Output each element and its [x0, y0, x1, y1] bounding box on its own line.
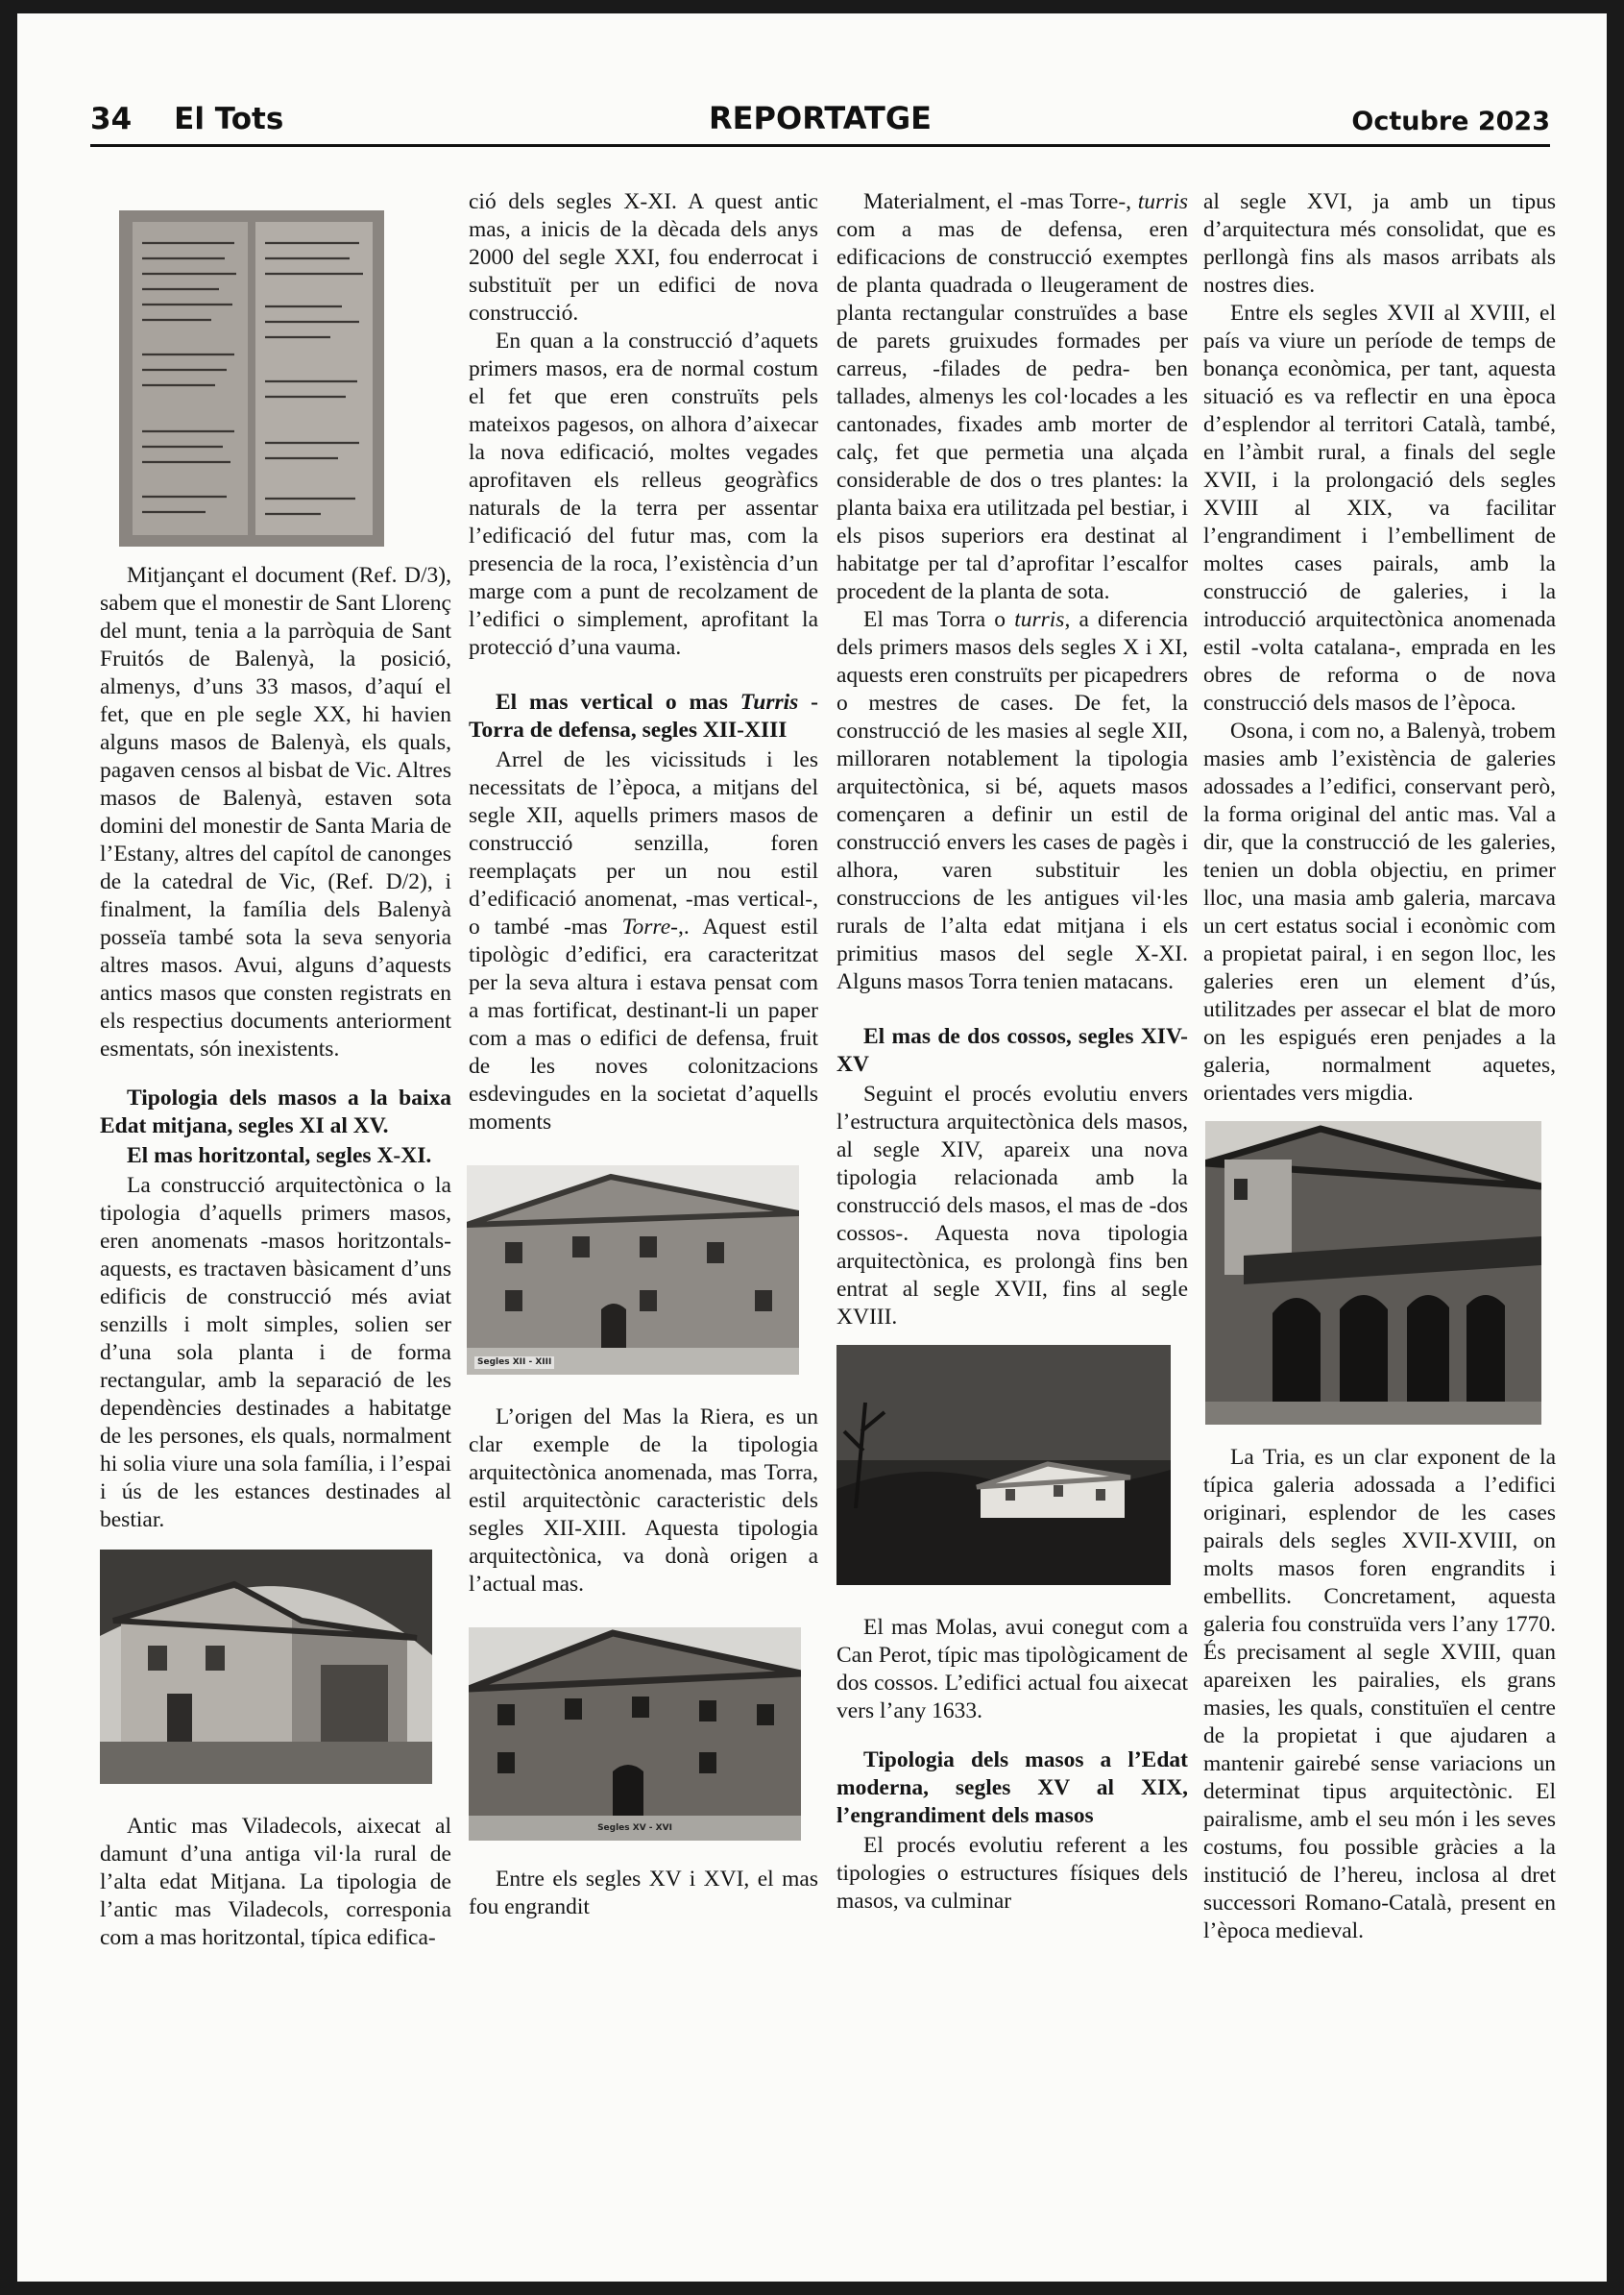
col3-paragraph-1	[836, 188, 1188, 606]
col1-paragraph-3: Antic mas Viladecols, aixecat al damunt d’una antiga vil·la rural de l’alta edat Mitjana. La tipologia de l’antic mas Viladecols, corresponia com a mas horitzontal, típica edifica-	[100, 1814, 451, 1950]
col4-paragraph-3: Osona, i com no, a Balenyà, trobem masies amb l’existència de galeries adossades a l’edifici, conservant però, la forma original del antic mas. Val a dir, que la construcció de les galeries, tenien un dobla objectiu, en primer lloc, una masia amb galeria, marcava un cert estatus social i econòmic com a propietat pairal, i en segon lloc, les galeries eren un element d’ús, utilitzades per assecar el blat de moro on les espigués eren penjades a la galeria, normalment aquetes, orientades vers migdia.	[1203, 719, 1556, 1106]
col2-paragraph-5: Entre els segles XV i XVI, el mas fou engrandit	[469, 1867, 818, 1919]
viladecols-photo-graphic	[100, 1550, 432, 1784]
mas-molas-photo-graphic	[836, 1345, 1171, 1585]
col2-heading-1-part-b: Turris	[739, 690, 799, 715]
mas-la-riera-photo	[467, 1165, 799, 1375]
col1-heading-1: Tipologia dels masos a la baixa Edat mitjana, segles XI al XV.	[100, 1086, 451, 1138]
col2-paragraph-2: En quan a la construcció d’aquets primers masos, era de normal costum el fet que eren construïts pels mateixos pagesos, on alhora d’aixecar la nova edificació, moltes vegades aprofitaven els relleus geogràfics naturals de la terra per assentar l’edificació del futur mas, com la presencia de la roca, l’existència d’un marge com a punt de recolzament de l’edifici o simplement, aprofitant la protecció d’una vauma.	[469, 329, 818, 660]
column-3	[836, 188, 1188, 1916]
viladecols-photo	[100, 1550, 432, 1784]
col2-paragraph-3-part-a: Arrel de les vicissituds i les necessitats de l’època, a mitjans del segle XII, aquells primers masos de construcció senzilla, foren reemplaçats per un nou estil d’edificació anomenat, -mas vertical-, o també -mas	[469, 747, 818, 940]
section-title: REPORTATGE	[709, 100, 932, 136]
col3-paragraph-2	[836, 606, 1188, 996]
publication-name: El Tots	[174, 102, 284, 136]
mas-la-riera-caption: Segles XII - XIII	[474, 1356, 554, 1369]
col3-paragraph-4: El mas Molas, avui conegut com a Can Perot, típic mas tipològicament de dos cossos. L’edifici actual fou aixecat vers l’any 1633.	[836, 1615, 1188, 1723]
col3-paragraph-3: Seguint el procés evolutiu envers l’estructura arquitectònica dels masos, al segle XIV, apareix una nova tipologia relacionada amb la construcció dels masos, el mas de -dos cossos-. Aquesta nova tipologia arquitectònica, es prolongà fins ben entrat al segle XVII, fins al segle XVIII.	[836, 1082, 1188, 1330]
col2-paragraph-3-part-b: Torre-	[621, 915, 678, 940]
col3-heading-1: El mas de dos cossos, segles XIV-XV	[836, 1024, 1188, 1077]
newspaper-page	[17, 13, 1607, 2282]
col4-paragraph-2: Entre els segles XVII al XVIII, el país va viure un període de temps de bonança econòmica, per tant, aquesta situació es va reflectir en una època d’esplendor al territori Català, també, en l’àmbit rural, a finals del segle XVII, i la prolongació dels segles XVIII al XIX, va facilitar l’engrandiment i l’embelliment de moltes cases pairals, amb la construcció de galeries, i la introducció arquitectònica anomenada estil -volta catalana-, emprada en les obres de reforma o de nova construcció dels masos de l’època.	[1203, 301, 1556, 716]
mas-la-riera-expanded-photo-graphic	[469, 1627, 801, 1841]
col3-paragraph-2-part-c: , a diferencia dels primers masos dels segles X i XI, aquests eren construïts per picapedrers o mestres de cases. De fet, la construcció de les masies al segle XII, milloraren notablement la tipologia arquitectònica, si bé, aquets masos començaren a definir un estil de construcció envers les cases de pagès i alhora, varen substituir les construccions de les antigues vil·les rurals de l’alta edat mitjana i els primitius masos del segle X-XI. Alguns masos Torra tenien matacans.	[836, 607, 1188, 994]
col4-paragraph-4: La Tria, es un clar exponent de la típica galeria adossada a l’edifici originari, esplendor de les cases pairals dels segles XVII-XVIII, on molts masos foren engrandits i embellits. Concretament, aquesta galeria fou construïda vers l’any 1770. És precisament al segle XVIII, quan apareixen les pairalies, els grans masies, les quals, constituïen el centre de la propietat i que ajudaren a mantenir gairebé sense variacions un determinat tipus arquitectònic. El pairalisme, amb el seu món i les seves costums, fou possible gràcies a la institució de l’hereu, inclosa al dret successori Romano-Català, present en l’època medieval.	[1203, 1445, 1556, 1943]
document-photo	[119, 210, 384, 547]
page-header	[90, 94, 1550, 142]
col3-paragraph-2-part-a: El mas Torra o	[863, 607, 1015, 632]
col4-paragraph-1: al segle XVI, ja amb un tipus d’arquitectura més consolidat, que es perllongà fins als masos arribats als nostres dies.	[1203, 189, 1556, 298]
mas-la-riera-expanded-photo	[469, 1627, 801, 1841]
col1-paragraph-2: La construcció arquitectònica o la tipologia d’aquells primers masos, eren anomenats -masos horitzontals- aquests, es tractaven bàsicament d’uns edificis de construcció més aviat senzills i molt simples, solien ser d’una sola planta i de forma rectangular, amb la separació de les dependències destinades a habitatge de les persones, els quals, normalment hi solia viure una sola família, i l’espai i ús de les estances destinades al bestiar.	[100, 1173, 451, 1532]
mas-molas-photo	[836, 1345, 1171, 1585]
mas-la-riera-expanded-caption: Segles XV - XVI	[597, 1823, 672, 1833]
column-2	[469, 188, 818, 1921]
col2-paragraph-3-part-c: ,. Aquest estil tipològic d’edifici, era caracteritzat per la seva altura i estava pensat com a mas fortificat, destinant-li un paper com a mas o edifici de defensa, fruit de les noves colonitzacions esdevingudes en la societat d’aquells moments	[469, 915, 818, 1135]
col3-paragraph-1-part-c: com a mas de defensa, eren edificacions de construcció exemptes de planta quadrada o lleugerament de planta rectangular construïdes a base de parets gruixudes formades per carreus, -filades de pedra- ben tallades, almenys les col·locades a les cantonades, fixades amb morter de calç, fet que permetia una alçada considerable de dos o tres plantes: la planta baixa era utilitzada pel bestiar, i els pisos superiors era destinat al habitatge per tal d’aprofitar l’escalfor procedent de la planta de sota.	[836, 217, 1188, 604]
la-tria-photo	[1205, 1121, 1541, 1425]
col3-paragraph-1-part-b: turris	[1137, 189, 1188, 214]
col3-heading-2: Tipologia dels masos a l’Edat moderna, segles XV al XIX, l’engrandiment dels masos	[836, 1747, 1188, 1828]
col2-paragraph-3	[469, 746, 818, 1136]
col1-paragraph-1: Mitjançant el document (Ref. D/3), sabem que el monestir de Sant Llorenç del munt, tenia a la parròquia de Sant Fruitós de Balenyà, la posició, almenys, d’uns 33 masos, d’aquí el fet, que en ple segle XX, hi havien alguns masos de Balenyà, els quals, pagaven censos al bisbat de Vic. Altres masos de Balenyà, estaven sota domini del monestir de Santa Maria de l’Estany, altres del capítol de canonges de la catedral de Vic, (Ref. D/2), i finalment, la família dels Balenyà posseïa també sota la seva senyoria altres masos. Avui, alguns d’aquests antics masos que consten registrats en els respectius documents anteriorment esmentats, són inexistents.	[100, 563, 451, 1062]
col2-heading-1	[469, 689, 818, 745]
issue-date: Octubre 2023	[1351, 107, 1550, 136]
col3-paragraph-5: El procés evolutiu referent a les tipologies o estructures físiques dels masos, va culminar	[836, 1833, 1188, 1914]
page-number: 34	[90, 102, 133, 136]
col1-heading-2: El mas horitzontal, segles X-XI.	[127, 1143, 432, 1168]
col3-paragraph-1-part-a: Materialment, el -mas Torre-,	[863, 189, 1138, 214]
col3-paragraph-2-part-b: turris	[1014, 607, 1065, 632]
col2-paragraph-4: L’origen del Mas la Riera, es un clar exemple de la tipologia arquitectònica anomenada, mas Torra, estil arquitectònic caracteristic dels segles XII-XIII. Aquesta tipologia arquitectònica, va donà origen a l’actual mas.	[469, 1404, 818, 1597]
column-4	[1203, 188, 1556, 1945]
column-1	[100, 188, 451, 1952]
la-tria-photo-graphic	[1205, 1121, 1541, 1425]
col2-paragraph-1: ció dels segles X-XI. A quest antic mas, a inicis de la dècada dels anys 2000 del segle XXI, fou enderrocat i substituït per un edifici de nova construcció.	[469, 189, 818, 326]
mas-la-riera-photo-graphic	[467, 1165, 799, 1375]
header-rule	[90, 144, 1550, 147]
col2-heading-1-part-c: -Torra de defensa, segles XII-XIII	[469, 690, 818, 743]
col2-heading-1-part-a: El mas vertical o mas	[496, 690, 740, 715]
document-photo-graphic	[119, 210, 384, 547]
